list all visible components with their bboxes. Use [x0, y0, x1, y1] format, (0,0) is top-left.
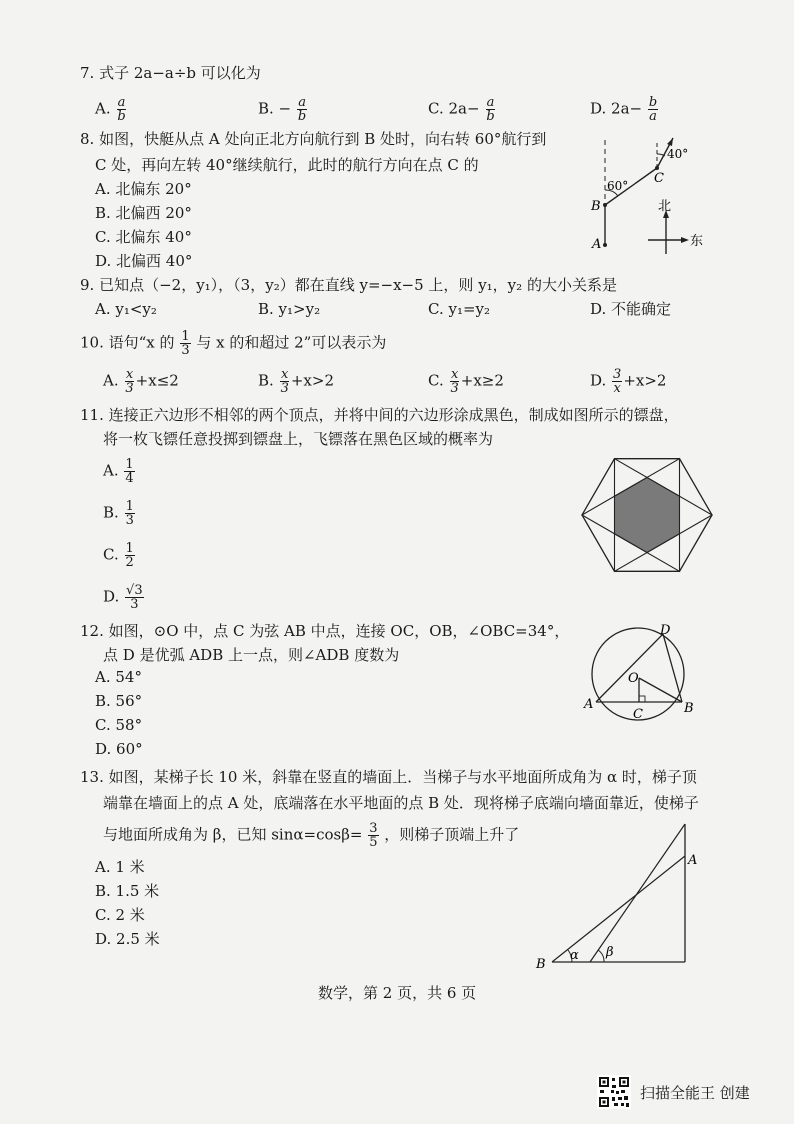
q8-north-label: 北: [658, 199, 672, 214]
q7-option-b: B. − $\frac{a}{b}$: [258, 95, 307, 124]
q9-option-c: C. y₁=y₂: [428, 300, 491, 318]
q13-angle-beta: β: [606, 945, 614, 960]
q12-stem-line1: 12. 如图，⊙O 中，点 C 为弦 AB 中点，连接 OC，OB，∠OBC=34°，: [80, 622, 570, 640]
q12-stem-line2: 点 D 是优弧 ADB 上一点，则∠ADB 度数为: [103, 646, 400, 664]
q9-stem: 9. 已知点（−2，y₁），（3，y₂）都在直线 y=−x−5 上，则 y₁，y₂ 的大小关系是: [80, 276, 617, 294]
q13-option-b: B. 1.5 米: [95, 882, 160, 900]
q11-option-d: D. $\frac{√3}{3}$: [103, 583, 143, 612]
q12-label-o: O: [628, 671, 639, 686]
q8-option-b: B. 北偏西 20°: [95, 204, 192, 222]
q12-circle-figure: [578, 622, 704, 726]
q13-option-a: A. 1 米: [95, 858, 145, 876]
q11-dartboard-figure: [578, 452, 718, 578]
q8-angle-60: 60°: [607, 179, 629, 193]
q11-option-c: C. $\frac{1}{2}$: [103, 541, 134, 570]
q10-option-b: B. $\frac{x}{3}$ +x>2: [258, 367, 334, 396]
q12-label-b: B: [684, 701, 694, 716]
q13-label-b: B: [536, 957, 546, 972]
q12-option-c: C. 58°: [95, 716, 143, 734]
q13-stem-line1: 13. 如图，某梯子长 10 米，斜靠在竖直的墙面上．当梯子与水平地面所成角为 α 时，梯子顶: [80, 768, 697, 786]
q7-option-c: C. 2a− $\frac{a}{b}$: [428, 95, 495, 124]
q12-label-d: D: [660, 623, 671, 638]
q8-option-a: A. 北偏东 20°: [95, 180, 192, 198]
q8-label-a: A: [592, 237, 602, 252]
q10-option-d: D. $\frac{3}{x}$ +x>2: [590, 367, 667, 396]
q13-stem-line3: 与地面所成角为 β，已知 sinα=cosβ= $\frac{3}{5}$ ，则梯子顶端上升了: [103, 821, 520, 850]
q9-option-a: A. y₁<y₂: [95, 300, 157, 318]
q13-angle-alpha: α: [570, 948, 579, 963]
q10-stem: 10. 语句“x 的 $\frac{1}{3}$ 与 x 的和超过 2”可以表示为: [80, 329, 387, 358]
q8-option-c: C. 北偏东 40°: [95, 228, 192, 246]
q12-option-b: B. 56°: [95, 692, 143, 710]
q8-label-c: C: [654, 171, 664, 186]
q10-option-c: C. $\frac{x}{3}$ +x≥2: [428, 367, 504, 396]
q13-option-d: D. 2.5 米: [95, 930, 160, 948]
qr-code-icon: [597, 1075, 631, 1109]
q8-navigation-figure: [580, 130, 710, 260]
q12-option-a: A. 54°: [95, 668, 142, 686]
q11-stem-line2: 将一枚飞镖任意投掷到镖盘上，飞镖落在黑色区域的概率为: [103, 430, 494, 448]
q12-label-a: A: [584, 697, 594, 712]
q8-angle-40: 40°: [667, 147, 689, 161]
q11-stem-line1: 11. 连接正六边形不相邻的两个顶点，并将中间的六边形涂成黑色，制成如图所示的镖盘，: [80, 406, 679, 424]
page-footer: 数学，第 2 页，共 6 页: [318, 984, 477, 1002]
q13-ladder-figure: [530, 820, 710, 972]
q9-option-d: D. 不能确定: [590, 300, 672, 318]
q8-label-b: B: [591, 199, 601, 214]
q8-east-label: 东: [690, 234, 704, 249]
q12-label-c: C: [633, 707, 643, 722]
q10-option-a: A. $\frac{x}{3}$ +x≤2: [103, 367, 179, 396]
q8-stem-line2: C 处，再向左转 40°继续航行，此时的航行方向在点 C 的: [95, 156, 479, 174]
scanner-watermark-text: 扫描全能王 创建: [640, 1084, 750, 1102]
q8-stem-line1: 8. 如图，快艇从点 A 处向正北方向航行到 B 处时，向右转 60°航行到: [80, 130, 547, 148]
q13-option-c: C. 2 米: [95, 906, 145, 924]
q13-stem-line2: 端靠在墙面上的点 A 处，底端落在水平地面的点 B 处．现将梯子底端向墙面靠近，使梯子: [103, 794, 699, 812]
q11-option-a: A. $\frac{1}{4}$: [103, 457, 134, 486]
q11-option-b: B. $\frac{1}{3}$: [103, 499, 134, 528]
q7-option-d: D. 2a− $\frac{b}{a}$: [590, 95, 658, 124]
q7-option-a: A. $\frac{a}{b}$: [95, 95, 126, 124]
q7-stem: 7. 式子 2a−a÷b 可以化为: [80, 64, 261, 82]
q9-option-b: B. y₁>y₂: [258, 300, 321, 318]
q8-option-d: D. 北偏西 40°: [95, 252, 193, 270]
q12-option-d: D. 60°: [95, 740, 143, 758]
q13-label-a: A: [688, 853, 698, 868]
